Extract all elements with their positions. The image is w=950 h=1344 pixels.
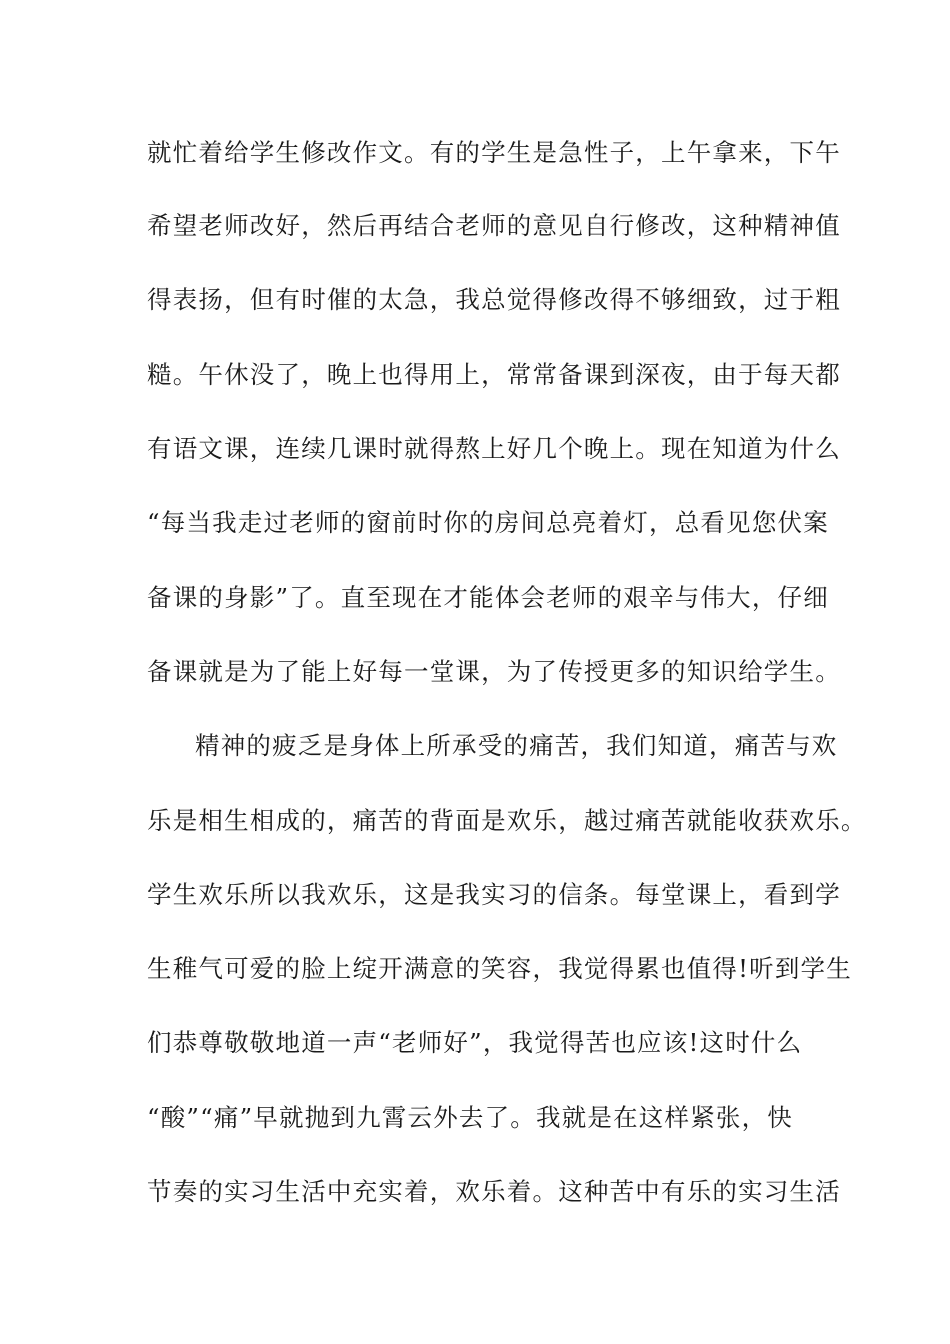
text-line: “每当我走过老师的窗前时你的房间总亮着灯，总看见您伏案 bbox=[147, 508, 829, 537]
text-line: 节奏的实习生活中充实着，欢乐着。这种苦中有乐的实习生活 bbox=[147, 1177, 841, 1206]
text-line: “酸”“痛”早就抛到九霄云外去了。我就是在这样紧张，快 bbox=[147, 1103, 793, 1132]
text-line: 得表扬，但有时催的太急，我总觉得修改得不够细致，过于粗 bbox=[147, 285, 841, 314]
text-line: 备课就是为了能上好每一堂课，为了传授更多的知识给学生。 bbox=[147, 657, 841, 686]
text-line: 希望老师改好，然后再结合老师的意见自行修改，这种精神值 bbox=[147, 211, 841, 240]
text-line: 备课的身影”了。直至现在才能体会老师的艰辛与伟大，仔细 bbox=[147, 583, 829, 612]
text-line: 生稚气可爱的脸上绽开满意的笑容，我觉得累也值得!听到学生 bbox=[147, 954, 852, 983]
text-line: 们恭尊敬敬地道一声“老师好”，我觉得苦也应该!这时什么 bbox=[147, 1028, 803, 1057]
text-line: 就忙着给学生修改作文。有的学生是急性子，上午拿来，下午 bbox=[147, 138, 841, 167]
text-line: 乐是相生相成的，痛苦的背面是欢乐，越过痛苦就能收获欢乐。 bbox=[147, 806, 867, 835]
text-line: 学生欢乐所以我欢乐，这是我实习的信条。每堂课上，看到学 bbox=[147, 880, 841, 909]
paragraph-first-line: 精神的疲乏是身体上所承受的痛苦，我们知道，痛苦与欢 bbox=[195, 731, 838, 760]
text-line: 糙。午休没了，晚上也得用上，常常备课到深夜，由于每天都 bbox=[147, 360, 841, 389]
text-line: 有语文课，连续几课时就得熬上好几个晚上。现在知道为什么 bbox=[147, 434, 841, 463]
